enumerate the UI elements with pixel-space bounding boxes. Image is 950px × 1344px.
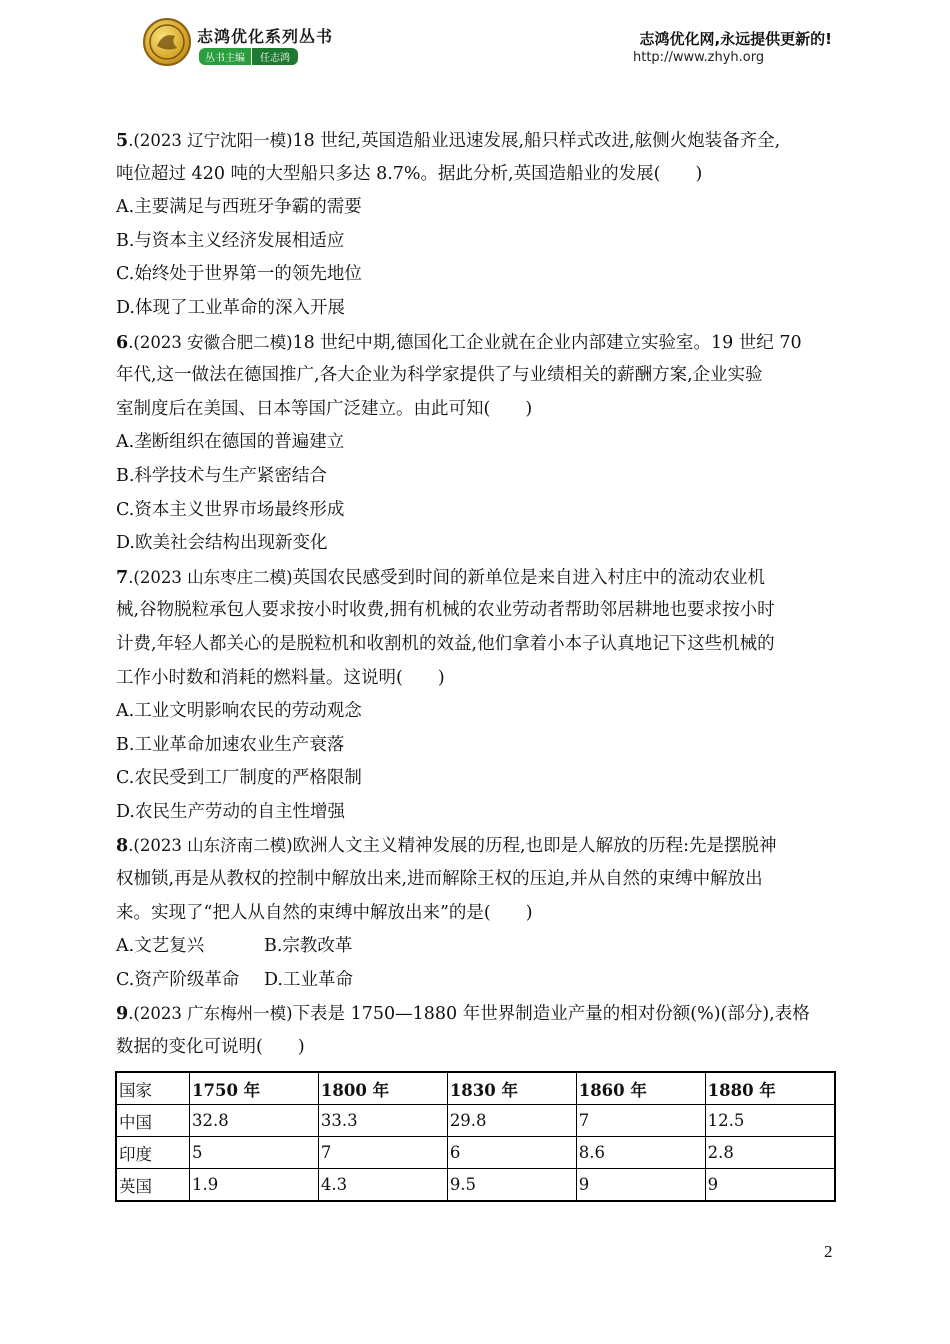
option-b[interactable]: B.工业革命加速农业生产衰落 — [116, 734, 345, 755]
table-header: 国家 — [116, 1072, 190, 1105]
manufacturing-share-table — [115, 1071, 836, 1202]
option-d[interactable]: D.体现了工业革命的深入开展 — [116, 297, 345, 318]
table-header: 1750 年 — [190, 1072, 319, 1105]
table-cell: 4.3 — [318, 1169, 447, 1202]
option-a[interactable]: A.垄断组织在德国的普遍建立 — [116, 432, 345, 453]
question-number: 8 — [116, 836, 129, 857]
table-cell: 33.3 — [318, 1105, 447, 1137]
q9-line-1 — [116, 997, 838, 1031]
option-d[interactable]: D.农民生产劳动的自主性增强 — [116, 801, 345, 822]
option-c[interactable]: C.始终处于世界第一的领先地位 — [116, 264, 362, 285]
question-source: .(2023 山东济南二模) — [128, 836, 293, 856]
series-title: 志鸿优化系列丛书 — [197, 27, 334, 46]
question-text: 计费,年轻人都关心的是脱粒机和收割机的效益,他们拿着小本子认真地记下这些机械的 — [116, 633, 775, 654]
question-number: 7 — [116, 567, 129, 588]
question-text: 18 世纪中期,德国化工企业就在企业内部建立实验室。19 世纪 70 — [292, 332, 802, 353]
option-b[interactable]: B.宗教改革 — [264, 936, 353, 957]
question-text: 欧洲人文主义精神发展的历程,也即是人解放的历程:先是摆脱神 — [292, 836, 777, 857]
table-cell: 6 — [447, 1137, 576, 1169]
option-a[interactable]: A.主要满足与西班牙争霸的需要 — [116, 197, 362, 218]
question-text: 工作小时数和消耗的燃料量。这说明( ) — [116, 667, 445, 688]
question-source: .(2023 安徽合肥二模) — [128, 332, 293, 352]
editor-badge — [199, 48, 298, 65]
question-text: 械,谷物脱粒承包人要求按小时收费,拥有机械的农业劳动者帮助邻居耕地也要求按小时 — [116, 600, 775, 621]
editor-label: 丛书主编 — [199, 48, 251, 65]
option-c[interactable]: C.资本主义世界市场最终形成 — [116, 499, 345, 520]
table-cell: 9 — [705, 1169, 835, 1202]
table-cell: 7 — [318, 1137, 447, 1169]
option-a[interactable]: A.工业文明影响农民的劳动观念 — [116, 701, 362, 722]
question-text: 下表是 1750—1880 年世界制造业产量的相对份额(%)(部分),表格 — [292, 1004, 810, 1025]
option-d[interactable]: D.工业革命 — [264, 969, 353, 990]
table-cell: 29.8 — [447, 1105, 576, 1137]
table-cell: 12.5 — [705, 1105, 835, 1137]
table-cell: 8.6 — [576, 1137, 705, 1169]
question-text: 权枷锁,再是从教权的控制中解放出来,进而解除王权的压迫,并从自然的束缚中解放出 — [116, 869, 763, 890]
page-number: 2 — [824, 1242, 833, 1261]
question-text: 数据的变化可说明( ) — [116, 1037, 305, 1058]
table-header: 1830 年 — [447, 1072, 576, 1105]
question-number: 9 — [116, 1004, 129, 1025]
option-a[interactable]: A.文艺复兴 — [116, 936, 205, 957]
logo-emblem — [143, 18, 191, 66]
option-row — [116, 930, 838, 964]
q5-line-1 — [116, 124, 838, 158]
table-header: 1880 年 — [705, 1072, 835, 1105]
q7-line-1 — [116, 561, 838, 595]
question-text: 年代,这一做法在德国推广,各大企业为科学家提供了与业绩相关的薪酬方案,企业实验 — [116, 365, 763, 386]
table-cell: 印度 — [116, 1137, 190, 1169]
question-content — [116, 124, 838, 1065]
question-number: 6 — [116, 332, 129, 353]
question-source: .(2023 广东梅州一模) — [128, 1004, 293, 1024]
page-header — [0, 0, 950, 90]
table-cell: 32.8 — [190, 1105, 319, 1137]
table-cell: 1.9 — [190, 1169, 319, 1202]
option-c[interactable]: C.农民受到工厂制度的严格限制 — [116, 768, 362, 789]
question-number: 5 — [116, 131, 129, 151]
question-text: 英国农民感受到时间的新单位是来自进入村庄中的流动农业机 — [292, 567, 766, 588]
question-source: .(2023 辽宁沈阳一模) — [128, 131, 293, 150]
table-header: 1800 年 — [318, 1072, 447, 1105]
table-cell: 7 — [576, 1105, 705, 1137]
table-header-row — [116, 1072, 835, 1105]
question-text: 来。实现了“把人从自然的束缚中解放出来”的是( ) — [116, 902, 533, 923]
question-text: 吨位超过 420 吨的大型船只多达 8.7%。据此分析,英国造船业的发展( ) — [116, 163, 703, 184]
q8-line-1 — [116, 829, 838, 863]
table-cell: 中国 — [116, 1105, 190, 1137]
question-text: 18 世纪,英国造船业迅速发展,船只样式改进,舷侧火炮装备齐全, — [292, 131, 781, 151]
editor-name: 任志鸿 — [252, 48, 298, 65]
question-source: .(2023 山东枣庄二模) — [128, 567, 293, 587]
table-cell: 9 — [576, 1169, 705, 1202]
table-cell: 5 — [190, 1137, 319, 1169]
q6-line-1 — [116, 326, 838, 360]
site-url: http://www.zhyh.org — [633, 50, 765, 65]
option-b[interactable]: B.与资本主义经济发展相适应 — [116, 230, 345, 251]
table-cell: 9.5 — [447, 1169, 576, 1202]
option-c[interactable]: C.资产阶级革命 — [116, 969, 240, 990]
emblem-icon — [145, 20, 189, 64]
question-text: 室制度后在美国、日本等国广泛建立。由此可知( ) — [116, 398, 533, 419]
table-cell: 2.8 — [705, 1137, 835, 1169]
table-row — [116, 1105, 835, 1137]
table-row — [116, 1137, 835, 1169]
table-cell: 英国 — [116, 1169, 190, 1202]
option-row — [116, 964, 838, 998]
option-b[interactable]: B.科学技术与生产紧密结合 — [116, 465, 327, 486]
table-row — [116, 1169, 835, 1202]
table-header: 1860 年 — [576, 1072, 705, 1105]
option-d[interactable]: D.欧美社会结构出现新变化 — [116, 533, 328, 554]
site-slogan: 志鸿优化网,永远提供更新的! — [639, 30, 832, 48]
